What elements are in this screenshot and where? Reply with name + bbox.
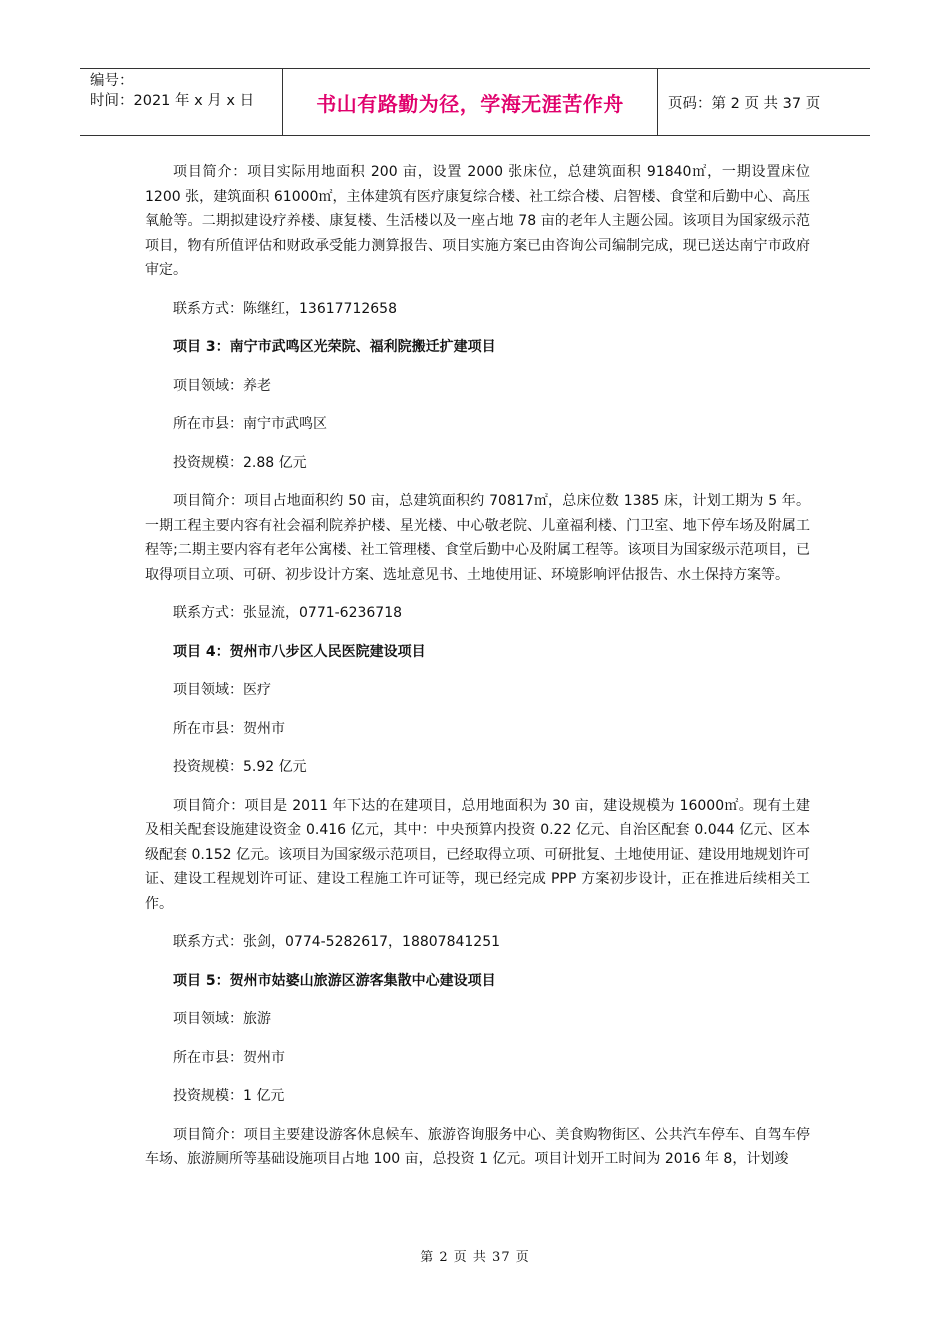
body-paragraph: 项目简介：项目实际用地面积 200 亩，设置 2000 张床位，总建筑面积 91840㎡，一期设置床位 1200 张，建筑面积 61000㎡，主体建筑有医疗康复综合楼、社工综合楼、启智楼、食堂和后勤中心、高压氧舱等。二期拟建设疗养楼、康复楼、生活楼以及一座占地 78 亩的老年人主题公园。该项目为国家级示范项目，物有所值评估和财政承受能力测算报告、项目实施方案已由咨询公司编制完成，现已送达南宁市政府审定。 <box>145 164 810 278</box>
document-date: 时间：2021 年 x 月 x 日 <box>90 93 255 109</box>
body-paragraph: 投资规模：1 亿元 <box>173 1088 285 1104</box>
body-paragraph: 所在市县：南宁市武鸣区 <box>173 416 327 432</box>
body-paragraph: 项目简介：项目占地面积约 50 亩，总建筑面积约 70817㎡，总床位数 1385 床，计划工期为 5 年。一期工程主要内容有社会福利院养护楼、星光楼、中心敬老院、儿童福利楼、门卫室、地下停车场及附属工程等;二期主要内容有老年公寓楼、社工管理楼、食堂后勤中心及附属工程等。该项目为国家级示范项目，已取得项目立项、可研、初步设计方案、选址意见书、土地使用证、环境影响评估报告、水土保持方案等。 <box>145 493 810 583</box>
body-paragraph: 联系方式：张显流，0771-6236718 <box>173 605 403 621</box>
body-paragraph: 所在市县：贺州市 <box>173 1049 285 1066</box>
header-motto: 书山有路勤为径，学海无涯苦作舟 <box>282 69 658 135</box>
body-paragraph: 所在市县：贺州市 <box>173 720 285 737</box>
document-body <box>145 160 810 1186</box>
header-meta <box>80 69 282 135</box>
body-paragraph: 项目领域：旅游 <box>173 1011 271 1027</box>
header-page-info: 页码：第 2 页 共 37 页 <box>668 95 821 112</box>
body-paragraph: 投资规模：5.92 亿元 <box>173 759 307 775</box>
document-number-label: 编号： <box>90 73 134 89</box>
page-header <box>80 68 870 136</box>
body-paragraph: 项目领域：医疗 <box>173 682 271 698</box>
body-paragraph: 项目简介：项目是 2011 年下达的在建项目，总用地面积为 30 亩，建设规模为 16000㎡。现有土建及相关配套设施建设资金 0.416 亿元，其中：中央预算内投资 0.22 亿元、自治区配套 0.044 亿元、区本级配套 0.152 亿元。该项目为国家级示范项目，已经取得立项、可研批复、土地使用证、建设用地规划许可证、建设工程规划许可证、建设工程施工许可证等，现已经完成 PPP 方案初步设计，正在推进后续相关工作。 <box>145 797 810 912</box>
page-footer: 第 2 页 共 37 页 <box>420 1250 530 1265</box>
project-title: 项目 3：南宁市武鸣区光荣院、福利院搬迁扩建项目 <box>173 339 496 355</box>
body-paragraph: 联系方式：陈继红，13617712658 <box>173 300 397 317</box>
body-paragraph: 联系方式：张剑，0774-5282617，18807841251 <box>173 934 501 950</box>
project-title: 项目 4：贺州市八步区人民医院建设项目 <box>173 643 426 660</box>
project-title: 项目 5：贺州市姑婆山旅游区游客集散中心建设项目 <box>173 972 496 989</box>
body-paragraph: 项目领域：养老 <box>173 377 271 394</box>
body-paragraph: 项目简介：项目主要建设游客休息候车、旅游咨询服务中心、美食购物街区、公共汽车停车、自驾车停车场、旅游厕所等基础设施项目占地 100 亩，总投资 1 亿元。项目计划开工时间为 2016 年 8，计划竣 <box>145 1126 810 1167</box>
body-paragraph: 投资规模：2.88 亿元 <box>173 454 307 471</box>
